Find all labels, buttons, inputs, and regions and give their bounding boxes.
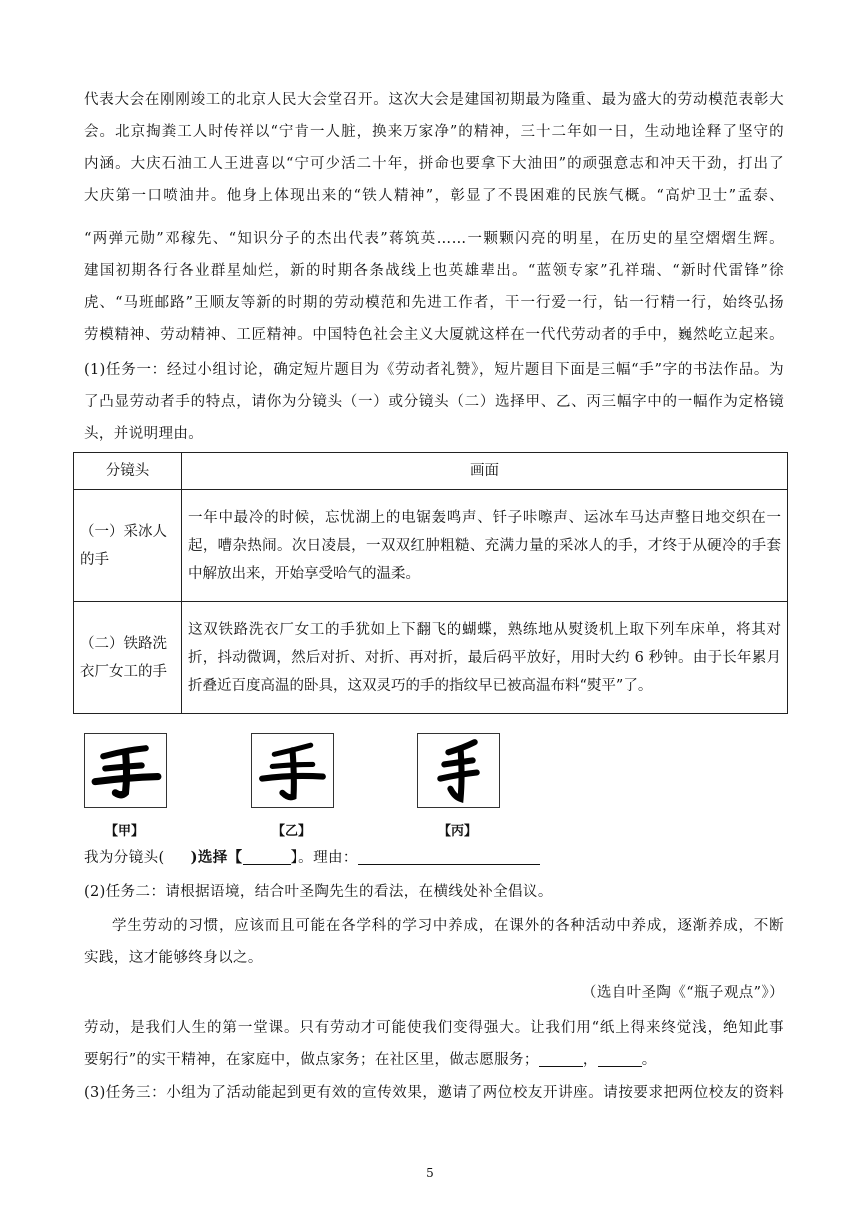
calligraphy-jia-glyph: [85, 734, 166, 807]
table-cell-shot-1: [74, 490, 182, 602]
task2-l3-sep: ，: [582, 1052, 598, 1068]
task1-line: 了凸显劳动者手的特点，请你为分镜头（一）或分镜头（二）选择甲、乙、丙三幅字中的一幅作为定格镜: [84, 394, 784, 410]
calligraphy-yi-image: [251, 733, 334, 808]
table-header-row: [74, 453, 788, 490]
paragraph-line: 内涵。大庆石油工人王进喜以“宁可少活二十年，拼命也要拿下大油田”的顽强意志和冲天干劲，打出了: [84, 156, 784, 172]
table-row: [74, 490, 788, 602]
calligraphy-bing-image: [417, 733, 500, 808]
calligraphy-jia-label: 【甲】: [104, 824, 144, 839]
calligraphy-yi-glyph: [252, 734, 333, 807]
task1-line: 头，并说明理由。: [84, 426, 204, 442]
paragraph-line: 大庆第一口喷油井。他身上体现出来的“铁人精神”，彰显了不畏困难的民族气概。“高炉卫士”孟泰、: [84, 188, 784, 204]
answer-blank-choice[interactable]: [243, 849, 291, 865]
table-cell-scene-1: 一年中最冷的时候，忘忧湖上的电锯轰鸣声、钎子咔嚓声、运冰车马达声整日地交织在一起，嘈杂热闹。次日凌晨，一双双红肿粗糙、充满力量的采冰人的手，才终于从硬冷的手套中解放出来，开始享受哈气的温柔。: [182, 490, 788, 602]
task1-line: (1)任务一：经过小组讨论，确定短片题目为《劳动者礼赞》，短片题目下面是三幅“手”字的书法作品。为: [84, 362, 784, 378]
task2-line: 劳动，是我们人生的第一堂课。只有劳动才可能使我们变得强大。让我们用“纸上得来终觉浅，绝知此事: [84, 1020, 784, 1036]
answer-blank-2[interactable]: [598, 1051, 642, 1067]
calligraphy-yi-label: 【乙】: [271, 824, 311, 839]
task2-l3-end: 。: [641, 1052, 657, 1068]
quote-source: （选自叶圣陶《“瓶子观点”》）: [581, 985, 784, 1001]
paragraph-line: 虎、“马班邮路”王顺友等新的时期的劳动模范和先进工作者，干一行爱一行，钻一行精一行，始终弘扬: [84, 295, 784, 311]
page-number: 5: [426, 1166, 434, 1180]
task3-line: (3)任务三：小组为了活动能起到更有效的宣传效果，邀请了两位校友开讲座。请按要求把两位校友的资料: [84, 1085, 784, 1101]
table-header-shot: 分镜头: [74, 453, 182, 490]
paragraph-line: 建国初期各行各业群星灿烂，新的时期各条战线上也英雄辈出。“蓝领专家”孔祥瑞、“新时代雷锋”徐: [84, 263, 784, 279]
answer-part3: 】。理由：: [290, 850, 358, 866]
storyboard-table: [73, 452, 788, 714]
answer-blank-reason[interactable]: [358, 849, 540, 865]
calligraphy-jia-image: [84, 733, 167, 808]
task2-l3-text: 要躬行”的实干精神，在家庭中，做点家务；在社区里，做志愿服务；: [84, 1052, 539, 1068]
answer-part2: )选择【: [190, 849, 243, 866]
shot-1-label-a: （一）采冰人: [80, 523, 167, 540]
table-cell-shot-2: [74, 602, 182, 714]
calligraphy-bing-glyph: [418, 734, 499, 807]
paragraph-line: 代表大会在刚刚竣工的北京人民大会堂召开。这次大会是建国初期最为隆重、最为盛大的劳动模范表彰大: [84, 92, 784, 108]
task2-line: (2)任务二：请根据语境，结合叶圣陶先生的看法，在横线处补全倡议。: [84, 884, 553, 900]
paragraph-line: 会。北京掏粪工人时传祥以“宁肯一人脏，换来万家净”的精神，三十二年如一日，生动地诠释了坚守的: [84, 124, 784, 140]
paragraph-line: 劳模精神、劳动精神、工匠精神。中国特色社会主义大厦就这样在一代代劳动者的手中，巍然屹立起来。: [84, 327, 784, 343]
paragraph-line: “两弹元勋”邓稼先、“知识分子的杰出代表”蒋筑英……一颗颗闪亮的明星，在历史的星空熠熠生辉。: [84, 231, 784, 247]
shot-1-label-b: 的手: [80, 551, 109, 568]
calligraphy-bing-label: 【丙】: [437, 824, 477, 839]
answer-part1: 我为分镜头(: [84, 850, 165, 866]
quote-line: 实践，这才能够终身以之。: [84, 950, 263, 966]
table-row: [74, 602, 788, 714]
shot-2-label-a: （二）铁路洗: [80, 635, 167, 652]
shot-2-label-b: 衣厂女工的手: [80, 663, 167, 680]
quote-line: 学生劳动的习惯，应该而且可能在各学科的学习中养成，在课外的各种活动中养成，逐渐养成，不断: [112, 918, 784, 934]
answer-line: [84, 848, 784, 868]
answer-blank-1[interactable]: [539, 1051, 583, 1067]
table-cell-scene-2: 这双铁路洗衣厂女工的手犹如上下翻飞的蝴蝶，熟练地从熨烫机上取下列车床单，将其对折，抖动微调，然后对折、对折、再对折，最后码平放好，用时大约 6 秒钟。由于长年累月折叠近百度高温的卧具，这双灵巧的手的指纹早已被高温布料“熨平”了。: [182, 602, 788, 714]
task2-line: [84, 1050, 784, 1070]
table-header-scene: 画面: [182, 453, 788, 490]
